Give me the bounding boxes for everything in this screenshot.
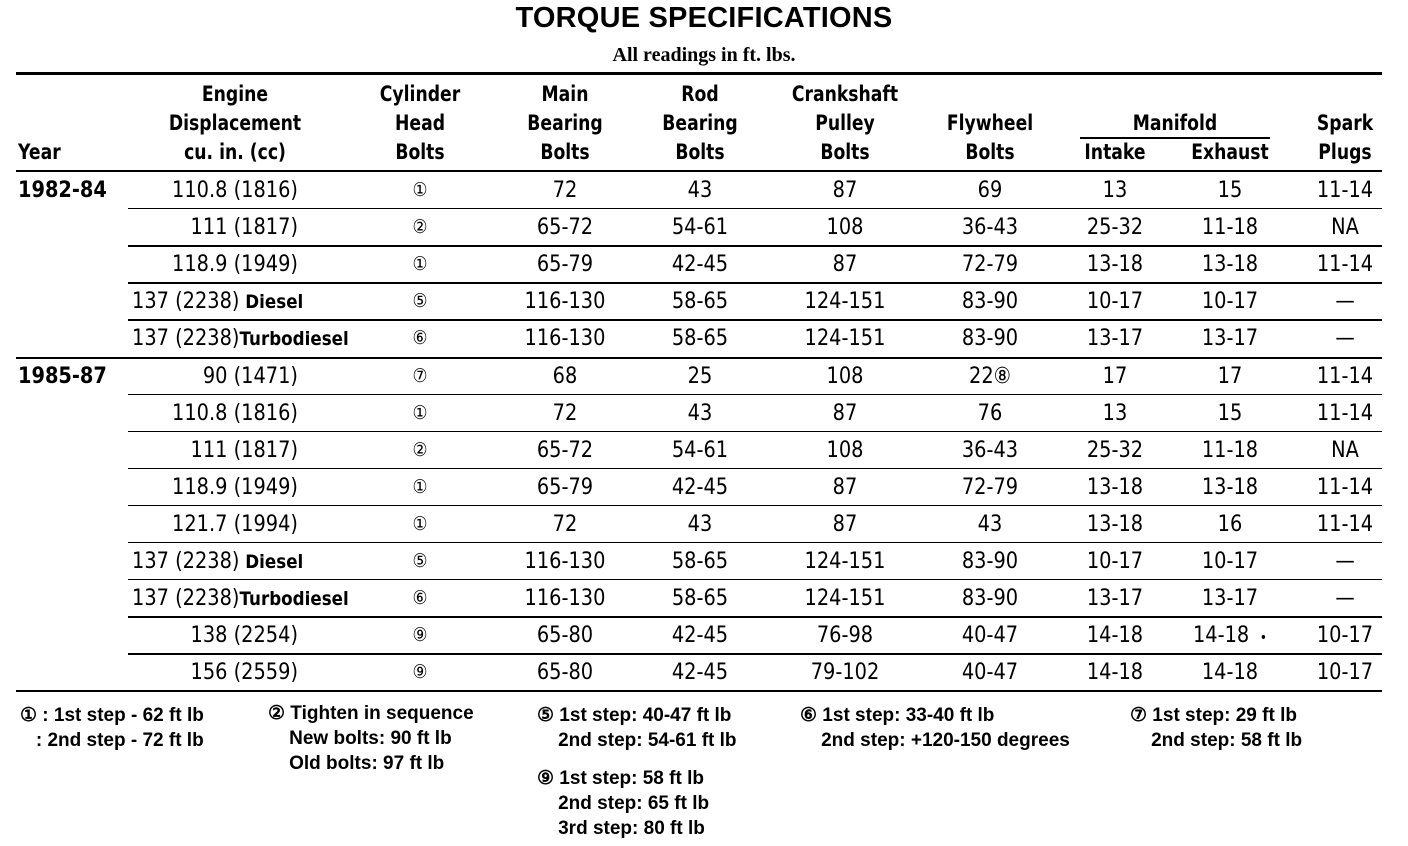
row-spark: 11-14 [1316, 511, 1374, 537]
row-spark: NA [1331, 215, 1359, 241]
row-head-bolts: ① [412, 179, 428, 201]
row-spark: 11-14 [1316, 474, 1374, 500]
row-intake: 13-18 [1086, 252, 1144, 278]
header-crankshaft: Crankshaft Pulley Bolts [791, 82, 899, 164]
row-fly: 83-90 [961, 289, 1019, 315]
row-head-bolts: ① [412, 512, 428, 535]
row-rod: 42-45 [671, 252, 729, 278]
page-title: TORQUE SPECIFICATIONS [515, 2, 893, 34]
footnote-6: ⑥ 1st step: 33-40 ft lb 2nd step: +120-150 degrees [800, 705, 1070, 751]
row-crank: 87 [832, 178, 858, 203]
row-spark: — [1335, 549, 1355, 574]
row-intake: 13-17 [1086, 586, 1144, 612]
row-exhaust: 15 [1217, 178, 1243, 203]
row-spark: 11-14 [1316, 178, 1374, 203]
row-crank: 108 [826, 215, 864, 241]
row-fly: 72-79 [961, 252, 1019, 278]
row-exhaust: 13-17 [1201, 586, 1259, 612]
row-intake: 25-32 [1086, 437, 1144, 463]
footnote-2: ② Tighten in sequence New bolts: 90 ft lb Old bolts: 97 ft lb [268, 703, 474, 774]
row-displacement: 137 (2238)Turbodiesel [132, 586, 349, 612]
row-year [18, 543, 115, 580]
row-main: 116-130 [524, 549, 606, 574]
row-fly: 40-47 [961, 623, 1019, 649]
row-displacement: 156 (2559) [190, 660, 298, 686]
row-year [18, 580, 115, 617]
row-crank: 124-151 [804, 549, 886, 574]
row-year [18, 506, 115, 543]
row-fly: 76 [977, 400, 1003, 426]
row-exhaust: 11-18 [1201, 437, 1259, 463]
row-fly: 36-43 [961, 215, 1019, 241]
row-spark: 11-14 [1316, 252, 1374, 278]
row-displacement: 121.7 (1994) [172, 511, 298, 537]
row-year [18, 320, 115, 357]
row-main: 65-72 [536, 437, 594, 463]
row-exhaust: 11-18 [1201, 215, 1259, 241]
row-displacement: 111 (1817) [190, 215, 298, 241]
row-head-bolts: ⑥ [412, 587, 428, 610]
row-displacement: 110.8 (1816) [172, 400, 298, 426]
row-rod: 54-61 [671, 215, 729, 241]
row-crank: 79-102 [810, 660, 880, 686]
row-rod: 43 [687, 178, 713, 203]
row-rod: 58-65 [671, 549, 729, 574]
row-fly: 43 [977, 511, 1003, 537]
row-exhaust: 14-18 • [1192, 623, 1268, 649]
row-spark: 11-14 [1316, 400, 1374, 426]
row-rod: 43 [687, 400, 713, 426]
row-crank: 124-151 [804, 326, 886, 352]
row-crank: 76-98 [816, 623, 874, 649]
row-rod: 58-65 [671, 326, 729, 352]
row-rod: 54-61 [671, 437, 729, 463]
row-rod: 42-45 [671, 474, 729, 500]
row-head-bolts: ⑨ [412, 661, 428, 684]
header-manifold: Manifold [1132, 111, 1218, 135]
row-intake: 13 [1102, 400, 1128, 426]
row-exhaust: 17 [1217, 363, 1243, 389]
row-main: 116-130 [524, 326, 606, 352]
row-year [18, 617, 115, 654]
header-flywheel: Flywheel Bolts [946, 111, 1034, 164]
footnote-5: ⑤ 1st step: 40-47 ft lb 2nd step: 54-61 ft lb [537, 705, 737, 751]
row-year: 1982-84 [18, 178, 107, 203]
row-head-bolts: ⑤ [412, 550, 428, 572]
row-fly: 72-79 [961, 474, 1019, 500]
row-fly: 83-90 [961, 586, 1019, 612]
row-spark: NA [1331, 437, 1359, 463]
bullet-mark: • [1259, 630, 1268, 647]
row-rod: 42-45 [671, 660, 729, 686]
row-intake: 13 [1102, 178, 1128, 203]
header-spark-plugs: Spark Plugs [1316, 111, 1374, 164]
row-fly: 83-90 [961, 326, 1019, 352]
row-exhaust: 13-17 [1201, 326, 1259, 352]
footnote-9: ⑨ 1st step: 58 ft lb 2nd step: 65 ft lb 3rd step: 80 ft lb [537, 768, 710, 839]
row-main: 116-130 [524, 586, 606, 612]
top-rule [16, 72, 1382, 75]
row-rod: 43 [687, 511, 713, 537]
row-head-bolts: ⑦ [412, 364, 428, 387]
row-exhaust: 10-17 [1201, 549, 1259, 574]
row-year [18, 469, 115, 506]
row-main: 65-79 [536, 252, 594, 278]
row-head-bolts: ⑤ [412, 290, 428, 313]
row-main: 68 [552, 363, 578, 389]
row-displacement: 138 (2254) [190, 623, 298, 649]
row-main: 65-72 [536, 215, 594, 241]
row-crank: 124-151 [804, 586, 886, 612]
row-main: 72 [552, 178, 578, 203]
row-head-bolts: ⑥ [412, 327, 428, 350]
row-head-bolts: ① [412, 401, 428, 424]
header-exhaust: Exhaust [1191, 140, 1269, 164]
row-main: 65-79 [536, 474, 594, 500]
row-displacement: 118.9 (1949) [172, 252, 298, 278]
row-exhaust: 16 [1217, 511, 1243, 537]
row-main: 116-130 [524, 289, 606, 315]
row-rod: 42-45 [671, 623, 729, 649]
row-displacement: 118.9 (1949) [172, 474, 298, 500]
row-intake: 17 [1102, 363, 1128, 389]
row-spark: 10-17 [1316, 623, 1374, 649]
header-year: Year [18, 140, 61, 164]
row-exhaust: 15 [1217, 400, 1243, 426]
row-intake: 13-18 [1086, 474, 1144, 500]
row-displacement: 137 (2238) Diesel [132, 289, 304, 315]
row-spark: 10-17 [1316, 660, 1374, 686]
row-year [18, 209, 115, 246]
row-year [18, 283, 115, 320]
row-spark: 11-14 [1316, 363, 1374, 389]
footnote-1: ① : 1st step - 62 ft lb : 2nd step - 72 ft lb [20, 705, 204, 751]
row-intake: 13-18 [1086, 511, 1144, 537]
row-intake: 25-32 [1086, 215, 1144, 241]
row-head-bolts: ⑨ [412, 624, 428, 647]
row-crank: 87 [832, 474, 858, 500]
header-intake: Intake [1084, 140, 1146, 164]
row-year [18, 395, 115, 432]
row-exhaust: 13-18 [1201, 474, 1259, 500]
row-displacement: 110.8 (1816) [172, 178, 298, 203]
row-main: 65-80 [536, 623, 594, 649]
row-intake: 10-17 [1086, 549, 1144, 574]
row-exhaust: 14-18 [1201, 660, 1259, 686]
row-crank: 124-151 [804, 289, 886, 315]
row-main: 72 [552, 511, 578, 537]
row-head-bolts: ② [412, 216, 428, 239]
row-year [18, 246, 115, 283]
row-main: 65-80 [536, 660, 594, 686]
row-crank: 87 [832, 252, 858, 278]
header-main-bearing: Main Bearing Bolts [527, 82, 603, 164]
row-fly: 83-90 [961, 549, 1019, 574]
row-fly: 36-43 [961, 437, 1019, 463]
page-subtitle: All readings in ft. lbs. [612, 44, 796, 66]
row-rule [16, 690, 1382, 692]
row-crank: 87 [832, 511, 858, 537]
row-fly: 40-47 [961, 660, 1019, 686]
row-displacement: 111 (1817) [190, 437, 298, 463]
row-head-bolts: ① [412, 475, 428, 498]
header-engine: Engine Displacement cu. in. (cc) [168, 82, 302, 164]
row-displacement: 137 (2238)Turbodiesel [132, 326, 349, 352]
row-rod: 25 [687, 363, 713, 389]
row-year [18, 654, 115, 691]
row-crank: 108 [826, 363, 864, 389]
row-rod: 58-65 [671, 586, 729, 612]
header-cylinder-head: Cylinder Head Bolts [379, 82, 461, 164]
row-spark: — [1335, 289, 1355, 315]
row-rod: 58-65 [671, 289, 729, 315]
row-spark: — [1335, 326, 1355, 352]
row-intake: 13-17 [1086, 326, 1144, 352]
row-year [18, 432, 115, 469]
row-crank: 87 [832, 400, 858, 426]
row-head-bolts: ① [412, 253, 428, 276]
row-exhaust: 13-18 [1201, 252, 1259, 278]
row-spark: — [1335, 586, 1355, 612]
header-rod-bearing: Rod Bearing Bolts [662, 82, 738, 164]
footnote-7: ⑦ 1st step: 29 ft lb 2nd step: 58 ft lb [1130, 705, 1303, 751]
row-intake: 14-18 [1086, 623, 1144, 649]
row-head-bolts: ② [412, 438, 428, 461]
row-intake: 10-17 [1086, 289, 1144, 315]
row-fly: 22⑧ [969, 363, 1011, 389]
row-intake: 14-18 [1086, 660, 1144, 686]
row-crank: 108 [826, 437, 864, 463]
row-main: 72 [552, 400, 578, 426]
row-year: 1985-87 [18, 363, 107, 389]
row-exhaust: 10-17 [1201, 289, 1259, 315]
row-fly: 69 [977, 178, 1003, 203]
row-displacement: 90 (1471) [202, 363, 298, 389]
row-displacement: 137 (2238) Diesel [132, 549, 304, 574]
